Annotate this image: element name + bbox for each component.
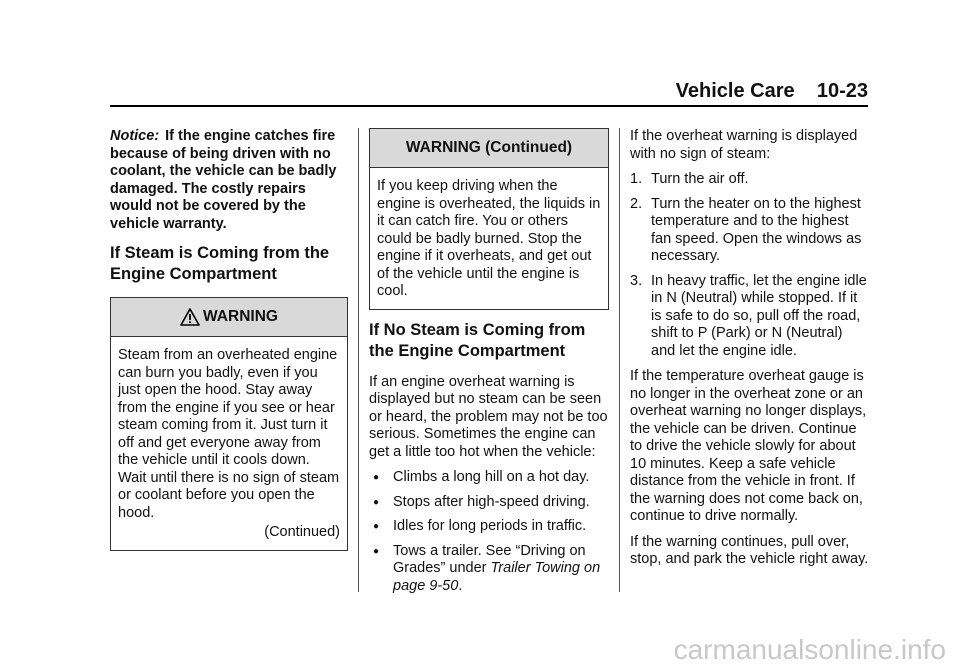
steps-list: [630, 171, 870, 360]
warning-body: [111, 337, 347, 550]
bullet-icon: ●: [373, 496, 380, 508]
list-item: ● Climbs a long hill on a hot day.: [373, 469, 590, 485]
list-item: ● Tows a trailer. See “Driving on Grades” under Trailer Towing on page 9-50.: [373, 542, 601, 594]
page-title: Vehicle Care 10-23: [675, 80, 868, 102]
bullet-icon: ●: [373, 472, 380, 483]
column-3: [630, 128, 870, 577]
watermark: carmanualsonline.info: [673, 634, 946, 665]
column-divider: [358, 128, 359, 592]
section-heading-steam: If Steam is Coming from the Engine Compartment: [110, 244, 330, 283]
list-item: 1. Turn the air off.: [630, 171, 749, 187]
warning-text: If you keep driving when the engine is overheated, the liquids in it can catch fire. You or others could be badly burned. Stop the engine if it overheats, and get out of the vehicle until the engine is cool.: [377, 178, 601, 299]
notice-paragraph: [110, 128, 348, 233]
warning-triangle-icon: [180, 308, 200, 326]
list-item: 3. In heavy traffic, let the engine idle in N (Neutral) while stopped. If it is safe to do so, pull off the road, shift to P (Park) or N (Neutral) and let the engine idle.: [630, 272, 867, 359]
column-1: [110, 128, 348, 561]
notice-lead: Notice:: [110, 128, 160, 144]
column-2: [369, 128, 609, 602]
body-paragraph: If the temperature overheat gauge is no longer in the overheat zone or an overheat warning no longer displays, the vehicle can be driven. Continue to drive the vehicle slowly for about 10 minutes. Keep a safe vehicle distance from the vehicle in front. If the warning does not come back on, continue to drive normally.: [630, 368, 867, 524]
section-heading-no-steam: If No Steam is Coming from the Engine Compartment: [369, 320, 586, 360]
list-item: ● Idles for long periods in traffic.: [373, 518, 587, 534]
warning-title: WARNING: [203, 308, 278, 326]
list-item: 2. Turn the heater on to the highest temperature and to the highest fan speed. Open the windows as necessary.: [630, 195, 862, 264]
warning-box: [110, 297, 348, 551]
body-paragraph: If the warning continues, pull over, stop, and park the vehicle right away.: [630, 533, 869, 567]
bullet-list: [369, 469, 609, 595]
cross-reference-link[interactable]: Trailer Towing on page 9-50: [393, 560, 601, 594]
column-divider: [619, 128, 620, 592]
warning-header: [111, 298, 347, 337]
warning-box-continued: [369, 128, 609, 310]
header-rule: [110, 105, 868, 107]
page-header: [110, 80, 868, 106]
warning-body: [370, 168, 608, 309]
intro-paragraph: If an engine overheat warning is displayed but no steam can be seen or heard, the problem may not be too serious. Sometimes the engine can get a little too hot when the vehicle:: [369, 373, 608, 460]
warning-continued: (Continued): [264, 524, 340, 540]
bullet-icon: ●: [373, 545, 380, 557]
intro-paragraph: If the overheat warning is displayed with no sign of steam:: [630, 128, 858, 162]
bullet-icon: ●: [373, 521, 380, 532]
warning-header: WARNING (Continued): [370, 129, 608, 168]
list-item: ● Stops after high-speed driving.: [373, 493, 590, 510]
warning-text: Steam from an overheated engine can burn you badly, even if you just open the hood. Stay away from the engine if you see or hear steam coming from it. Just turn it off and get everyone away from the vehicle until it cools down. Wait until there is no sign of steam or coolant before you open the hood.: [118, 347, 340, 521]
notice-text: If the engine catches fire because of being driven with no coolant, the vehicle can be badly damaged. The costly repairs would not be covered by the vehicle warranty.: [110, 128, 337, 232]
